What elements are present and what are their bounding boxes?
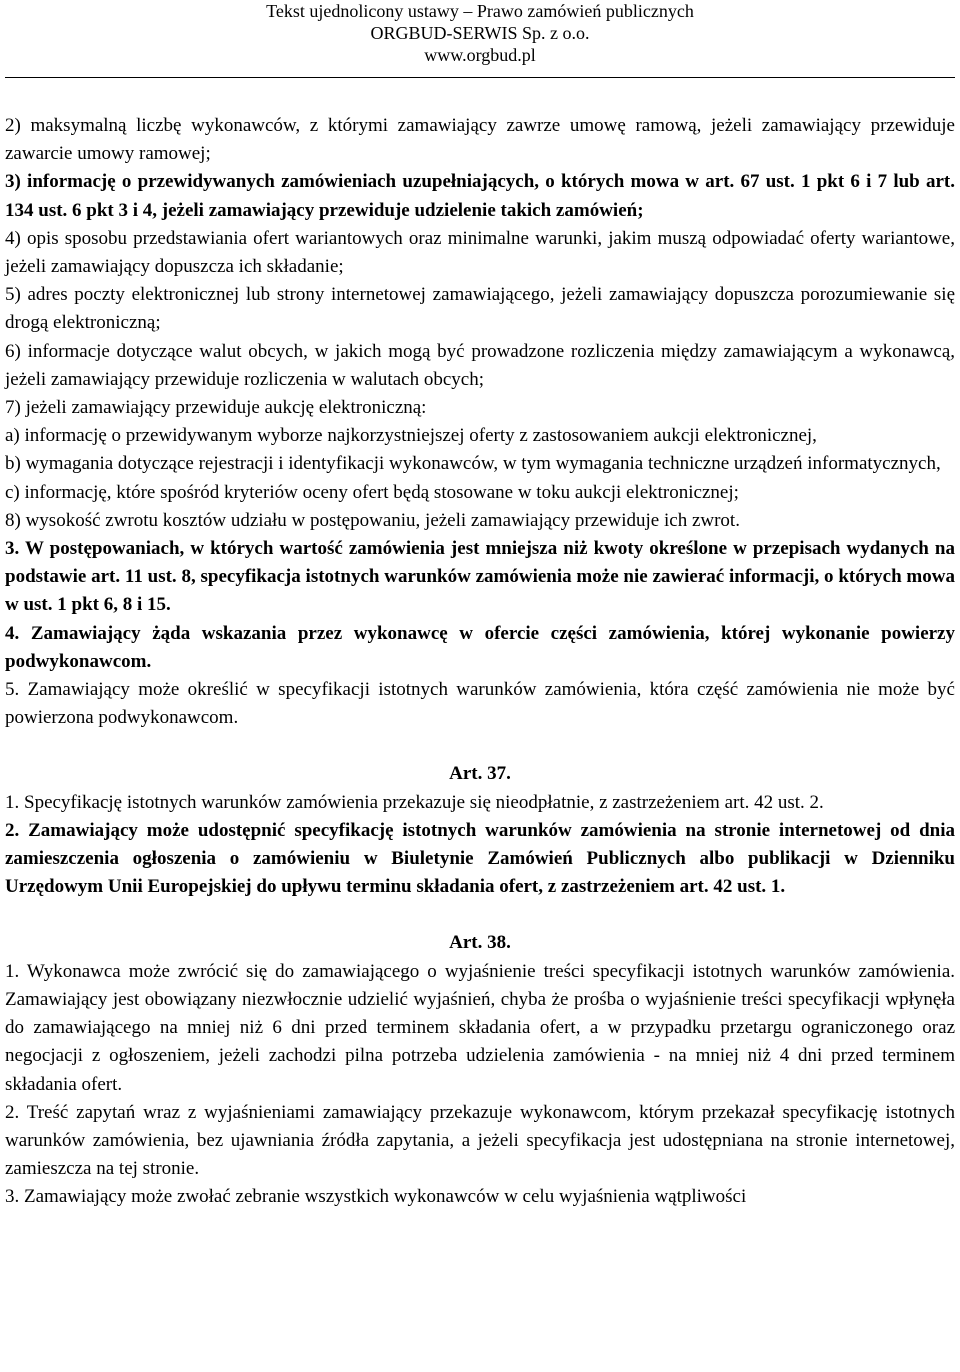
paragraph-point-7b: b) wymagania dotyczące rejestracji i identyfikacji wykonawców, w tym wymagania techniczne urządzeń informatycznych,: [5, 453, 941, 475]
document-body: [5, 112, 955, 1212]
page-header: [0, 0, 960, 66]
article-heading-37: Art. 37.: [449, 763, 511, 785]
paragraph-point-7a: a) informację o przewidywanym wyborze najkorzystniejszej oferty z zastosowaniem aukcji elektronicznej,: [5, 425, 817, 447]
header-publisher: ORGBUD-SERWIS Sp. z o.o.: [370, 23, 590, 43]
paragraph-point-7: 7) jeżeli zamawiający przewiduje aukcję elektroniczną:: [5, 397, 427, 419]
spacer: [5, 732, 955, 760]
paragraph-section-4: 4. Zamawiający żąda wskazania przez wykonawcę w ofercie części zamówienia, której wykonanie powierzy podwykonawcom.: [5, 622, 955, 672]
article-38-section-3: 3. Zamawiający może zwołać zebranie wszystkich wykonawców w celu wyjaśnienia wątpliwości: [5, 1186, 747, 1208]
paragraph-point-8: 8) wysokość zwrotu kosztów udziału w postępowaniu, jeżeli zamawiający przewiduje ich zwrot.: [5, 509, 740, 531]
article-38-section-1: 1. Wykonawca może zwrócić się do zamawiającego o wyjaśnienie treści specyfikacji istotnych warunków zamówienia. Zamawiający jest obowiązany niezwłocznie udzielić wyjaśnień, chyba że prośba o wyjaśnienie treści specyfikacji wpłynęła do zamawiającego na mniej niż 6 dni przed terminem składania ofert, a w przypadku przetargu ograniczonego oraz negocjacji z ogłoszeniem, jeżeli zachodzi pilna potrzeba udzielenia zamówienia - na mniej niż 4 dni przed terminem składania ofert.: [5, 960, 955, 1095]
header-title: Tekst ujednolicony ustawy – Prawo zamówień publicznych: [266, 1, 694, 21]
article-37-section-1: 1. Specyfikację istotnych warunków zamówienia przekazuje się nieodpłatnie, z zastrzeżeniem art. 42 ust. 2.: [5, 791, 824, 813]
article-38-section-2: 2. Treść zapytań wraz z wyjaśnieniami zamawiający przekazuje wykonawcom, którym przekazał specyfikację istotnych warunków zamówienia, bez ujawniania źródła zapytania, a jeżeli specyfikacja jest udostępniana na stronie internetowej, zamieszcza na tej stronie.: [5, 1101, 955, 1180]
paragraph-point-5: 5) adres poczty elektronicznej lub strony internetowej zamawiającego, jeżeli zamawiający dopuszcza porozumiewanie się drogą elektroniczną;: [5, 284, 955, 334]
paragraph-point-2: 2) maksymalną liczbę wykonawców, z którymi zamawiający zawrze umowę ramową, jeżeli zamawiający przewiduje zawarcie umowy ramowej;: [5, 115, 955, 165]
paragraph-point-4: 4) opis sposobu przedstawiania ofert wariantowych oraz minimalne warunki, jakim muszą odpowiadać oferty wariantowe, jeżeli zamawiający dopuszcza ich składanie;: [5, 227, 955, 278]
paragraph-point-3: 3) informację o przewidywanych zamówieniach uzupełniających, o których mowa w art. 67 ust. 1 pkt 6 i 7 lub art. 134 ust. 6 pkt 3 i 4, jeżeli zamawiający przewiduje udzielenie takich zamówień;: [5, 171, 955, 221]
paragraph-section-3: 3. W postępowaniach, w których wartość zamówienia jest mniejsza niż kwoty określone w przepisach wydanych na podstawie art. 11 ust. 8, specyfikacja istotnych warunków zamówienia może nie zawierać informacji, o których mowa w ust. 1 pkt 6, 8 i 15.: [5, 538, 955, 616]
article-heading-38: Art. 38.: [449, 932, 511, 954]
article-37-section-2: 2. Zamawiający może udostępnić specyfikację istotnych warunków zamówienia na stronie internetowej od dnia zamieszczenia ogłoszenia o zamówieniu w Biuletynie Zamówień Publicznych albo publikacji w Dzienniku Urzędowym Unii Europejskiej do upływu terminu składania ofert, z zastrzeżeniem art. 42 ust. 1.: [5, 819, 955, 898]
header-divider: [5, 77, 955, 78]
paragraph-point-7c: c) informację, które spośród kryteriów oceny ofert będą stosowane w toku aukcji elektronicznej;: [5, 481, 739, 503]
spacer: [5, 901, 955, 929]
paragraph-section-5: 5. Zamawiający może określić w specyfikacji istotnych warunków zamówienia, która część zamówienia nie może być powierzona podwykonawcom.: [5, 679, 955, 729]
paragraph-point-6: 6) informacje dotyczące walut obcych, w jakich mogą być prowadzone rozliczenia między zamawiającym a wykonawcą, jeżeli zamawiający przewiduje rozliczenia w walutach obcych;: [5, 340, 955, 390]
header-website: www.orgbud.pl: [424, 45, 536, 65]
